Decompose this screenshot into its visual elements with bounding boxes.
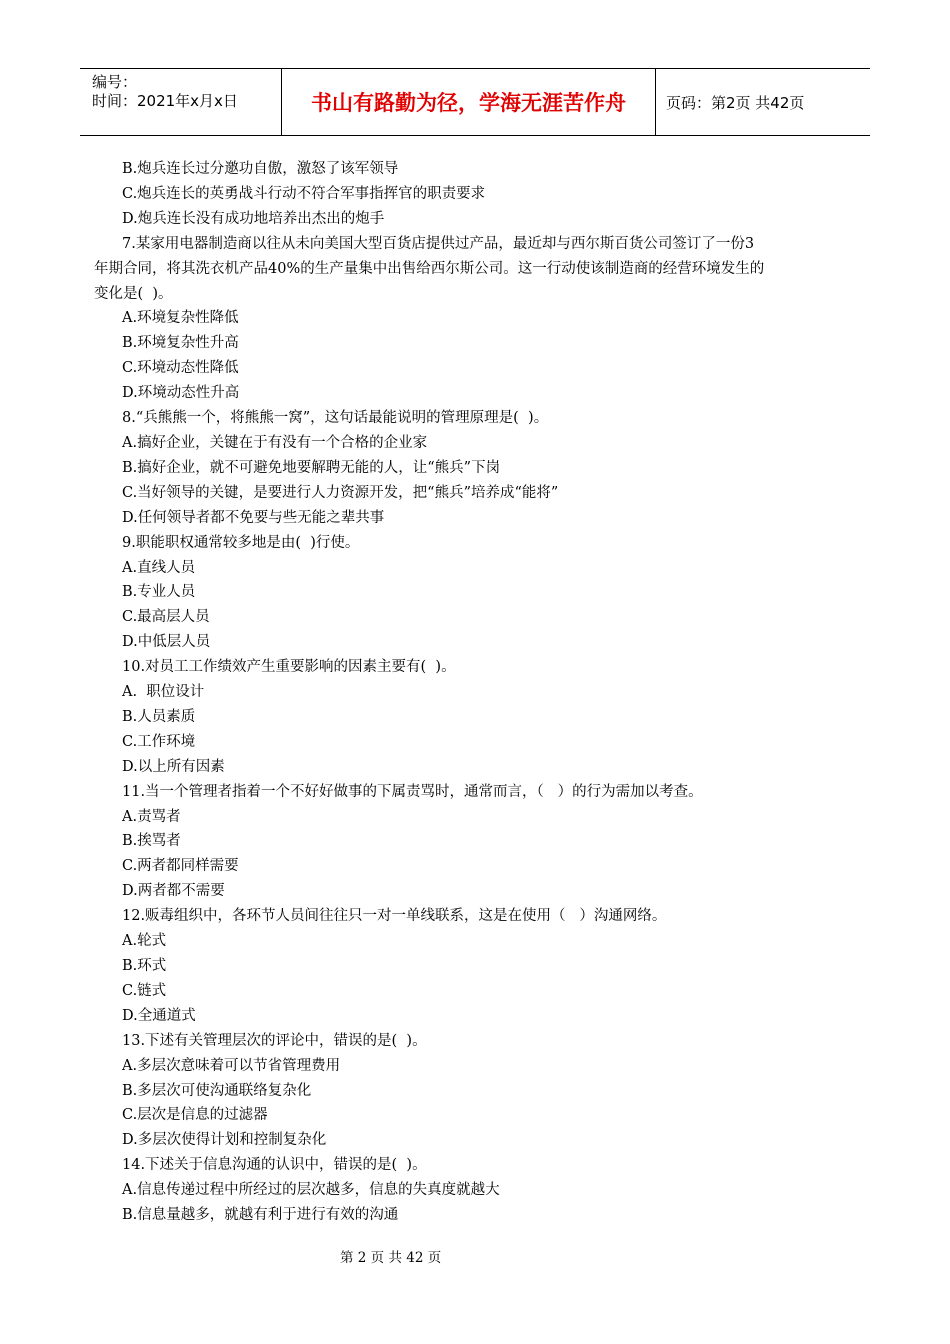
question-text: 14.下述关于信息沟通的认识中，错误的是( )。 xyxy=(122,1157,427,1174)
header-page-info: 页码：第2页 共42页 xyxy=(666,93,805,112)
question-text: 12.贩毒组织中，各环节人员间往往只一对一单线联系，这是在使用（ ）沟通网络。 xyxy=(122,908,667,925)
answer-option: D.两者都不需要 xyxy=(122,883,225,900)
question-text: 7.某家用电器制造商以往从未向美国大型百货店提供过产品，最近却与西尔斯百货公司签订了一份3 xyxy=(122,235,755,252)
answer-option: C.最高层人员 xyxy=(122,609,210,626)
answer-option: B.多层次可使沟通联络复杂化 xyxy=(122,1082,312,1099)
answer-option: A.环境复杂性降低 xyxy=(122,310,239,327)
answer-option: C.炮兵连长的英勇战斗行动不符合军事指挥官的职责要求 xyxy=(122,185,486,202)
question-text-continued: 年期合同，将其洗衣机产品40%的生产量集中出售给西尔斯公司。这一行动使该制造商的经营环境发生的 xyxy=(94,260,765,277)
answer-option: B.搞好企业，就不可避免地要解聘无能的人，让“熊兵”下岗 xyxy=(122,459,501,476)
answer-option: D.环境动态性升高 xyxy=(122,385,240,402)
answer-option: B.环式 xyxy=(122,958,167,974)
document-time-label: 时间：2021年x月x日 xyxy=(92,92,238,110)
answer-option: D.多层次使得计划和控制复杂化 xyxy=(122,1132,327,1149)
answer-option: D.全通道式 xyxy=(122,1007,196,1024)
answer-option: A.轮式 xyxy=(122,933,167,950)
answer-option: B.专业人员 xyxy=(122,584,196,601)
answer-option: B.人员素质 xyxy=(122,708,196,725)
answer-option: B.信息量越多，就越有利于进行有效的沟通 xyxy=(122,1207,399,1224)
answer-option: C.工作环境 xyxy=(122,733,196,750)
answer-option: C.层次是信息的过滤器 xyxy=(122,1107,268,1124)
page-header xyxy=(80,68,870,136)
answer-option: B.炮兵连长过分邀功自傲，激怒了该军领导 xyxy=(122,161,399,177)
answer-option: A.多层次意味着可以节省管理费用 xyxy=(122,1057,341,1074)
answer-option: A. 职位设计 xyxy=(122,684,205,701)
answer-option: D.中低层人员 xyxy=(122,634,211,651)
header-slogan: 书山有路勤为径，学海无涯苦作舟 xyxy=(282,69,656,135)
answer-option: C.链式 xyxy=(122,982,167,999)
header-meta xyxy=(80,69,282,135)
question-text: 13.下述有关管理层次的评论中，错误的是( )。 xyxy=(122,1032,427,1049)
question-text: 11.当一个管理者指着一个不好好做事的下属责骂时，通常而言，（ ）的行为需加以考查。 xyxy=(122,783,703,800)
answer-option: D.炮兵连长没有成功地培养出杰出的炮手 xyxy=(122,210,385,227)
question-text: 9.职能职权通常较多地是由( )行使。 xyxy=(122,534,360,551)
question-text-continued: 变化是( )。 xyxy=(94,285,173,302)
page-footer: 第 2 页 共 42 页 xyxy=(340,1250,442,1266)
answer-option: C.环境动态性降低 xyxy=(122,360,239,377)
document-body xyxy=(94,157,862,1228)
question-text: 10.对员工工作绩效产生重要影响的因素主要有( )。 xyxy=(122,659,456,676)
answer-option: B.环境复杂性升高 xyxy=(122,335,239,352)
answer-option: A.信息传递过程中所经过的层次越多，信息的失真度就越大 xyxy=(122,1182,500,1199)
answer-option: C.两者都同样需要 xyxy=(122,858,239,875)
answer-option: A.直线人员 xyxy=(122,559,196,576)
answer-option: D.以上所有因素 xyxy=(122,758,225,775)
answer-option: B.挨骂者 xyxy=(122,833,181,850)
answer-option: A.责骂者 xyxy=(122,808,181,825)
document-number-label: 编号： xyxy=(92,73,138,91)
answer-option: D.任何领导者都不免要与些无能之辈共事 xyxy=(122,509,385,526)
answer-option: C.当好领导的关键，是要进行人力资源开发，把“熊兵”培养成“能将” xyxy=(122,484,559,501)
question-text: 8.“兵熊熊一个，将熊熊一窝”，这句话最能说明的管理原理是( )。 xyxy=(122,410,549,427)
answer-option: A.搞好企业，关键在于有没有一个合格的企业家 xyxy=(122,434,428,451)
